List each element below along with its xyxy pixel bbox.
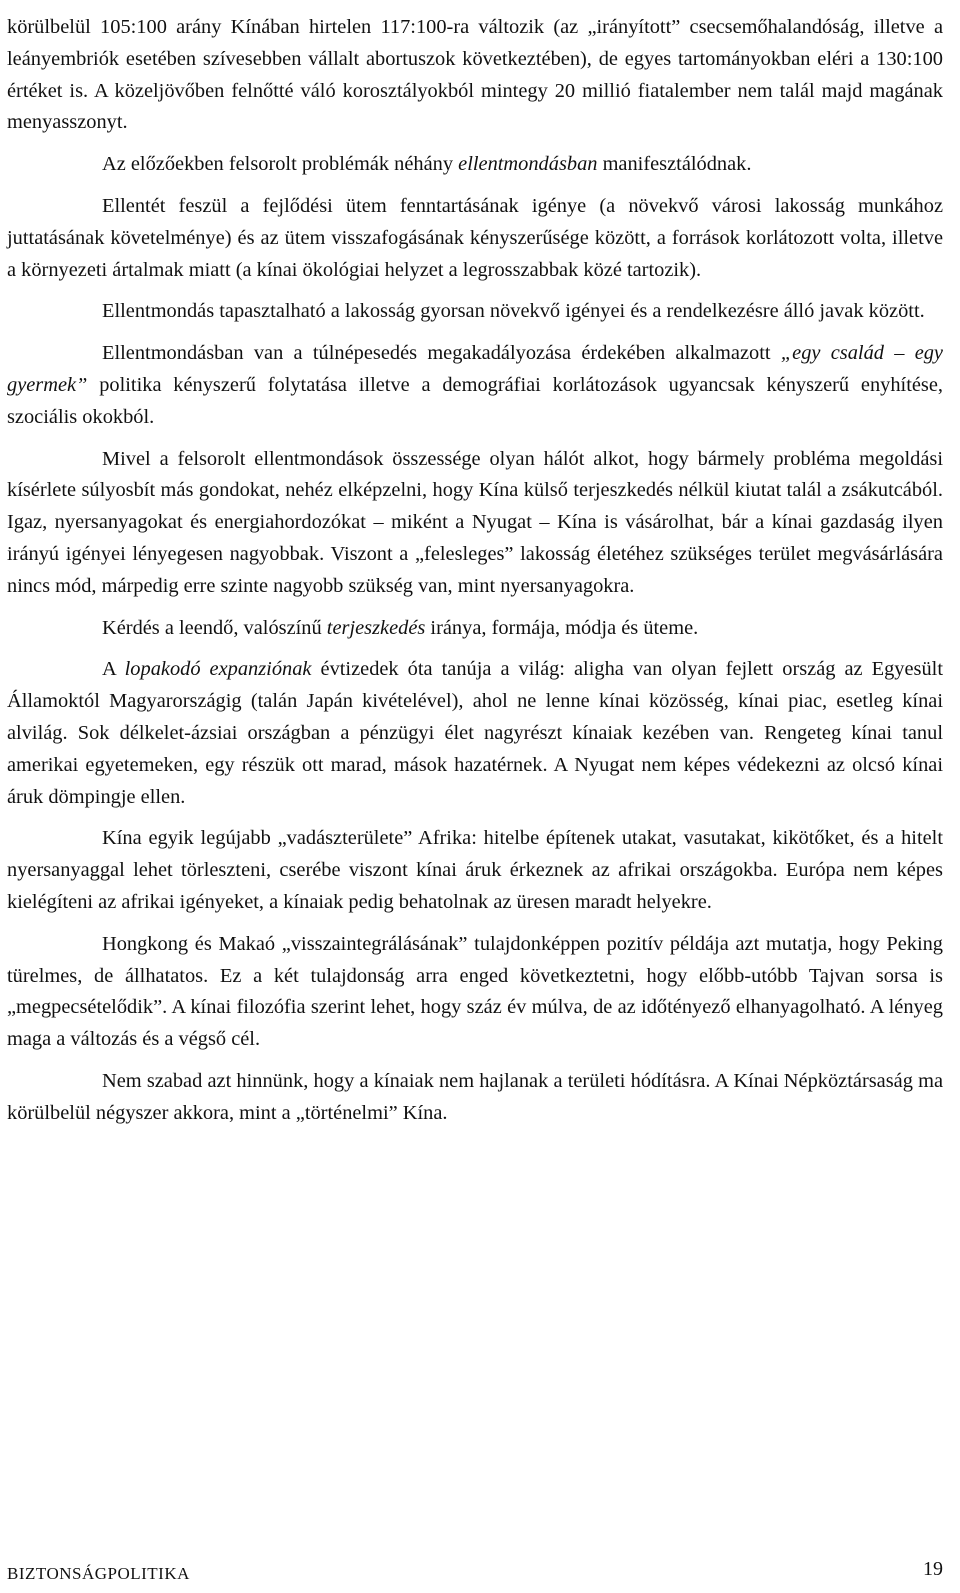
paragraph-africa xyxy=(7,823,943,918)
paragraph-one-child-policy xyxy=(7,338,943,433)
paragraph-text: iránya, formája, módja és üteme. xyxy=(425,616,699,639)
paragraph-text: Mivel a felsorolt ellentmondások összessége olyan hálót alkot, hogy bármely probléma megoldási kísérlete súlyosbít más gondokat, nehéz elképzelni, hogy Kína külső terjeszkedés nélkül kiutat talál a zsákutcából. Igaz, nyersanyagokat és energiahordozókat – miként a Nyugat – Kína is vásárolhat, bár a kínai gazdaság ilyen irányú igényei lényegesen nagyobbak. Viszont a „felesleges” lakosság életéhez szükséges terület megvásárlására nincs mód, márpedig erre szinte nagyobb szükség van, mint nyersanyagokra. xyxy=(7,447,943,597)
paragraph-development-tension xyxy=(7,191,943,286)
emphasized-text: lopakodó expanziónak xyxy=(124,658,312,681)
paragraph-external-expansion xyxy=(7,444,943,603)
paragraph-text: Kína egyik legújabb „vadászterülete” Afrika: hitelbe építenek utakat, vasutakat, kikötőket, és a hitelt nyersanyaggal lehet törleszteni, cserébe viszont kínai áruk érkeznek az afrikai országokba. Európa nem képes kielégíteni az afrikai igényeket, a kínaiak pedig behatolnak az üresen maradt helyekre. xyxy=(7,827,943,913)
paragraph-continued xyxy=(7,12,943,139)
paragraph-text: politika kényszerű folytatása illetve a demográfiai korlátozások ugyancsak kényszerű enyhítése, szociális okokból. xyxy=(7,373,943,428)
paragraph-text: Az előzőekben felsorolt problémák néhány xyxy=(102,153,459,176)
paragraph-hongkong-macau xyxy=(7,929,943,1056)
paragraph-text: Ellentét feszül a fejlődési ütem fenntartásának igénye (a növekvő városi lakosság munkához juttatásának követelménye) és az ütem visszafogásának kényszerűsége között, a források korlátozott volta, illetve a környezeti ártalmak miatt (a kínai ökológiai helyzet a legrosszabbak közé tartozik). xyxy=(7,194,943,281)
paragraph-text: Ellentmondásban van a túlnépesedés megakadályozása érdekében alkalmazott xyxy=(102,342,781,365)
page-number: 19 xyxy=(923,1558,943,1580)
document-page xyxy=(7,12,943,1130)
paragraph-text: évtizedek óta tanúja a világ: aligha van olyan fejlett ország az Egyesült Államoktól Magyarországig (talán Japán kivételével), ahol ne lenne kínai közösség, kínai piac, esetleg kínai alvilág. Sok délkelet-ázsiai országban a pénzügyi élet nagyrészt kínaiak kezében van. Rengeteg kínai tanul amerikai egyetemeken, egy részük ott marad, mások hazatérnek. A Nyugat nem képes védekezni az olcsó kínai áruk dömpingje ellen. xyxy=(7,658,943,808)
paragraph-population-needs xyxy=(7,296,943,328)
paragraph-text: manifesztálódnak. xyxy=(597,153,752,176)
paragraph-territorial-conquest xyxy=(7,1066,943,1130)
paragraph-text: Hongkong és Makaó „visszaintegrálásának” tulajdonképpen pozitív példája azt mutatja, hogy Peking türelmes, de állhatatos. Ez a két tulajdonság arra enged következtetni, hogy előbb-utóbb Tajvan sorsa is „megpecsételődik”. A kínai filozófia szerint lehet, hogy száz év múlva, de az időtényező elhanyagolható. A lényeg maga a változás és a végső cél. xyxy=(7,932,943,1051)
paragraph-text: Kérdés a leendő, valószínű xyxy=(102,616,327,639)
paragraph-text: Nem szabad azt hinnünk, hogy a kínaiak nem hajlanak a területi hódításra. A Kínai Népköztársaság ma körülbelül négyszer akkora, mint a „történelmi” Kína. xyxy=(7,1069,943,1124)
emphasized-text: terjeszkedés xyxy=(326,616,426,639)
running-title: BIZTONSÁGPOLITIKA xyxy=(7,1564,190,1583)
emphasized-text: ellentmondásban xyxy=(458,153,598,176)
paragraph-contradictions-intro xyxy=(7,149,943,181)
paragraph-expansion-question xyxy=(7,613,943,645)
paragraph-stealth-expansion xyxy=(7,654,943,813)
paragraph-text: A xyxy=(102,658,125,681)
paragraph-text: körülbelül 105:100 arány Kínában hirtelen 117:100-ra változik (az „irányított” csecsemőhalandóság, illetve a leányembriók esetében szívesebben vállalt abortuszok következtében), de egyes tartományokban eléri a 130:100 értéket is. A közeljövőben felnőtté váló korosztályokból mintegy 20 millió fiatalember nem talál majd magának menyasszonyt. xyxy=(7,16,943,134)
paragraph-text: Ellentmondás tapasztalható a lakosság gyorsan növekvő igényei és a rendelkezésre álló javak között. xyxy=(102,300,925,323)
emphasized-text: „egy család – egy gyermek” xyxy=(7,342,943,396)
